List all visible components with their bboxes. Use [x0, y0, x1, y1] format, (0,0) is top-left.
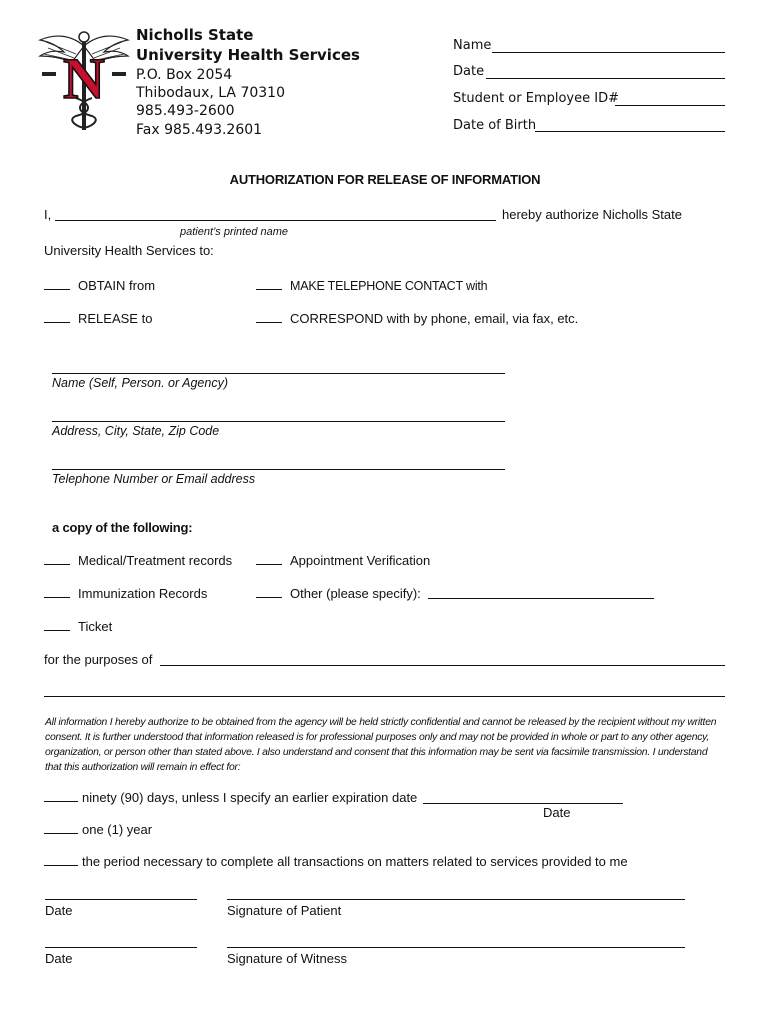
consent-paragraph: All information I hereby authorize to be obtained from the agency will be held strictly confidential and cannot be released by the recipient without my written consent. It is further understood that information released is for professional purposes only and may not be provided in whole or part to any other agency, organization, or person other than stated above. I also understand and consent that this information may be sent via facsimile transmission. I understand that this authorization will remain in effect for:	[45, 717, 717, 773]
period-check-blank[interactable]	[44, 854, 78, 866]
duration-ninety-label: ninety (90) days, unless I specify an earlier expiration date	[82, 790, 418, 805]
date-label: Date	[453, 64, 485, 79]
release-check-blank[interactable]	[44, 311, 70, 323]
dob-field[interactable]	[535, 131, 725, 132]
record-medical[interactable]	[44, 553, 232, 568]
witness-signature-field[interactable]	[227, 947, 685, 948]
telephone-field[interactable]	[52, 469, 505, 470]
name-label: Name	[453, 38, 492, 53]
option-release[interactable]	[44, 311, 152, 326]
record-medical-label: Medical/Treatment records	[78, 553, 233, 568]
patient-name-field[interactable]	[55, 220, 496, 221]
purposes-label: for the purposes of	[44, 652, 153, 667]
duration-period-label: the period necessary to complete all transactions on matters related to services provided to me	[82, 854, 628, 869]
witness-date-label: Date	[45, 951, 73, 966]
obtain-check-blank[interactable]	[44, 278, 70, 290]
other-specify-field[interactable]	[428, 598, 654, 599]
record-appointment-label: Appointment Verification	[290, 553, 431, 568]
record-other-label: Other (please specify):	[290, 586, 421, 601]
fax-number: Fax 985.493.2601	[136, 122, 263, 138]
record-appointment[interactable]	[256, 553, 430, 568]
patient-date-label: Date	[45, 903, 73, 918]
patient-name-caption: patient’s printed name	[180, 226, 289, 238]
option-release-label: RELEASE to	[78, 311, 153, 326]
option-telephone[interactable]	[256, 278, 487, 293]
record-ticket[interactable]	[44, 619, 112, 634]
record-immunization[interactable]	[44, 586, 207, 601]
patient-signature-field[interactable]	[227, 899, 685, 900]
ticket-check-blank[interactable]	[44, 619, 70, 631]
patient-date-field[interactable]	[45, 899, 197, 900]
medical-check-blank[interactable]	[44, 553, 70, 565]
uhs-to-text: University Health Services to:	[44, 243, 214, 258]
appointment-check-blank[interactable]	[256, 553, 282, 565]
record-ticket-label: Ticket	[78, 619, 113, 634]
expiration-date-field[interactable]	[423, 803, 623, 804]
i-prefix: I,	[44, 207, 52, 222]
telephone-check-blank[interactable]	[256, 278, 282, 290]
option-correspond-label: CORRESPOND with by phone, email, via fax, etc.	[290, 311, 579, 326]
address-caption: Address, City, State, Zip Code	[52, 424, 220, 438]
witness-date-field[interactable]	[45, 947, 197, 948]
caduceus-logo-icon	[36, 28, 132, 134]
duration-ninety[interactable]	[44, 790, 417, 805]
other-check-blank[interactable]	[256, 586, 282, 598]
org-name-line2: University Health Services	[136, 46, 360, 64]
address-city: Thibodaux, LA 70310	[136, 85, 285, 101]
duration-one-year[interactable]	[44, 822, 152, 837]
record-other[interactable]	[256, 586, 421, 601]
agency-name-field[interactable]	[52, 373, 505, 374]
witness-signature-label: Signature of Witness	[227, 951, 347, 966]
duration-period[interactable]	[44, 854, 628, 869]
expiration-date-caption: Date	[543, 805, 571, 820]
address-box: P.O. Box 2054	[136, 67, 233, 83]
telephone-caption: Telephone Number or Email address	[52, 472, 256, 486]
name-field[interactable]	[492, 52, 725, 53]
option-obtain[interactable]	[44, 278, 155, 293]
student-id-field[interactable]	[615, 105, 725, 106]
ninety-check-blank[interactable]	[44, 790, 78, 802]
student-id-label: Student or Employee ID#	[453, 91, 619, 106]
purposes-field-line2[interactable]	[44, 696, 725, 697]
phone-number: 985.493-2600	[136, 103, 235, 119]
org-name-line1: Nicholls State	[136, 26, 254, 44]
duration-one-year-label: one (1) year	[82, 822, 153, 837]
option-correspond[interactable]	[256, 311, 578, 326]
patient-signature-label: Signature of Patient	[227, 903, 342, 918]
option-obtain-label: OBTAIN from	[78, 278, 156, 293]
copy-heading: a copy of the following:	[52, 520, 193, 535]
address-field[interactable]	[52, 421, 505, 422]
correspond-check-blank[interactable]	[256, 311, 282, 323]
agency-name-caption: Name (Self, Person. or Agency)	[52, 376, 228, 390]
form-title: AUTHORIZATION FOR RELEASE OF INFORMATION	[229, 172, 541, 187]
authorize-text: hereby authorize Nicholls State	[502, 207, 682, 222]
option-telephone-label: MAKE TELEPHONE CONTACT with	[290, 279, 488, 293]
logo-letter: N	[63, 46, 105, 111]
immunization-check-blank[interactable]	[44, 586, 70, 598]
date-field[interactable]	[486, 78, 725, 79]
purposes-field[interactable]	[160, 665, 725, 666]
record-immunization-label: Immunization Records	[78, 586, 208, 601]
dob-label: Date of Birth	[453, 118, 537, 133]
one-year-check-blank[interactable]	[44, 822, 78, 834]
